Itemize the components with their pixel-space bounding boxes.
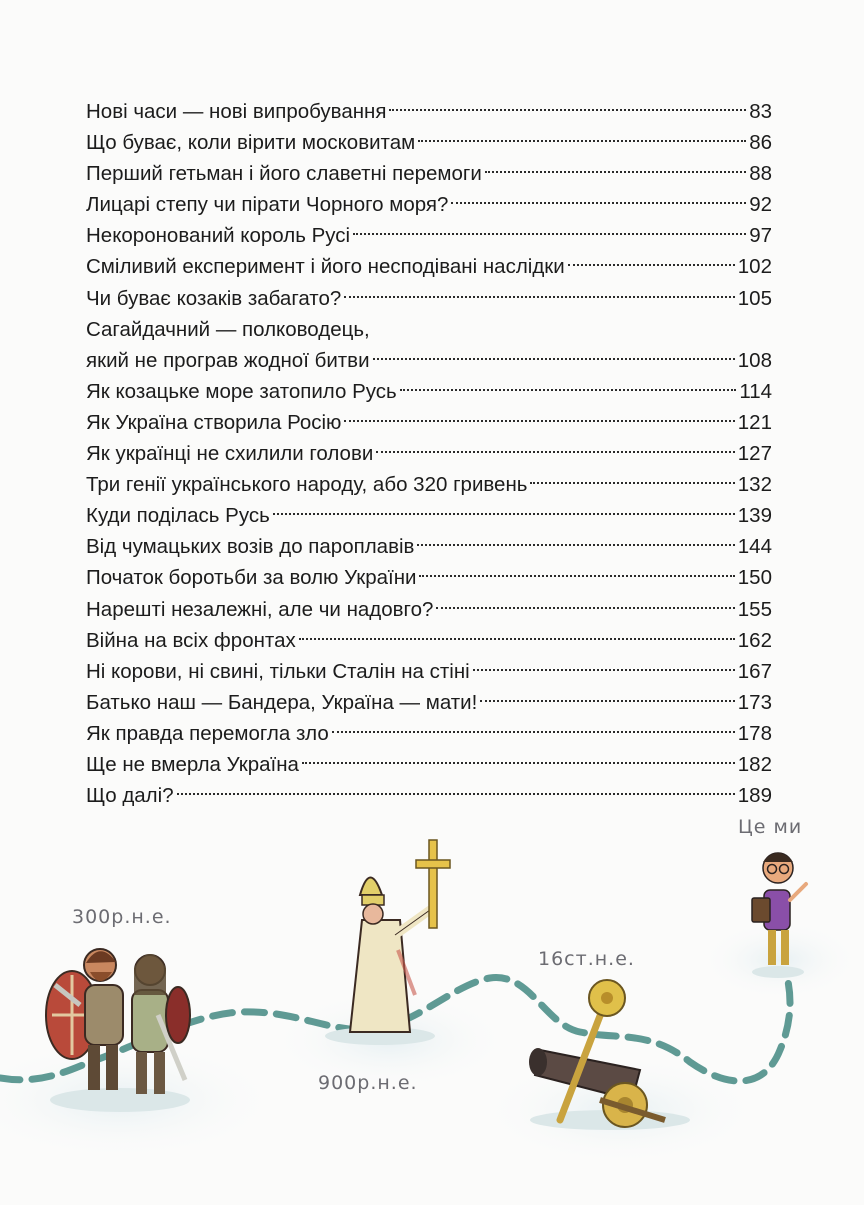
toc-entry[interactable] — [86, 469, 772, 500]
leader-dots — [400, 389, 737, 391]
toc-title: Від чумацьких возів до пароплавів — [86, 535, 415, 559]
toc-title: Сміливий експеримент і його несподівані наслідки — [86, 255, 565, 279]
toc-page: 144 — [737, 535, 772, 559]
toc-page: 97 — [749, 224, 772, 248]
label-16c: 16ст.н.е. — [538, 948, 635, 970]
toc-title: Некоронований король Русі — [86, 224, 351, 248]
toc-title: Батько наш — Бандера, Україна — мати! — [86, 690, 478, 714]
toc-title: Початок боротьби за волю України — [86, 566, 417, 590]
toc-title: Як правда перемогла зло — [86, 721, 329, 745]
toc-entry[interactable] — [86, 407, 772, 438]
toc-entry[interactable] — [86, 376, 772, 407]
label-300bc: 300р.н.е. — [72, 906, 172, 928]
toc-title: Перший гетьман і його славетні перемоги — [86, 162, 482, 186]
toc-entry[interactable] — [86, 656, 772, 687]
toc-page: 121 — [737, 410, 772, 434]
toc-title: Війна на всіх фронтах — [86, 628, 296, 652]
toc-title: Три генії українського народу, або 320 гривень — [86, 473, 528, 497]
toc-page: 155 — [737, 597, 772, 621]
leader-dots — [177, 793, 735, 795]
toc-page: 167 — [737, 659, 772, 683]
toc-page: 105 — [737, 286, 772, 310]
leader-dots — [302, 762, 735, 764]
toc-page: 108 — [737, 348, 772, 372]
toc-entry[interactable] — [86, 749, 772, 780]
leader-dots — [480, 700, 734, 702]
toc-entry[interactable] — [86, 625, 772, 656]
leader-dots — [419, 575, 734, 577]
toc-page: 92 — [749, 193, 772, 217]
leader-dots — [418, 140, 746, 142]
toc-page: 173 — [737, 690, 772, 714]
leader-dots — [332, 731, 735, 733]
toc-entry[interactable] — [86, 687, 772, 718]
leader-dots — [376, 451, 734, 453]
toc-page: 132 — [737, 473, 772, 497]
toc-title: Лицарі степу чи пірати Чорного моря? — [86, 193, 449, 217]
toc-page: 127 — [737, 442, 772, 466]
toc-page: 182 — [737, 752, 772, 776]
toc-page: 189 — [737, 784, 772, 808]
toc-page: 102 — [737, 255, 772, 279]
label-900ad: 900р.н.е. — [318, 1072, 418, 1094]
toc-title: Як козацьке море затопило Русь — [86, 379, 397, 403]
toc-page: 114 — [739, 379, 772, 403]
toc-title: Куди поділась Русь — [86, 504, 270, 528]
toc-entry[interactable] — [86, 127, 772, 158]
timeline-drawing — [0, 800, 864, 1200]
toc-entry[interactable] — [86, 500, 772, 531]
toc-title: Сагайдачний — полководець, — [86, 317, 370, 341]
leader-dots — [353, 233, 746, 235]
leader-dots — [485, 171, 746, 173]
toc-entry[interactable] — [86, 718, 772, 749]
leader-dots — [568, 264, 735, 266]
toc-title: Чи буває козаків забагато? — [86, 286, 342, 310]
toc-entry[interactable] — [86, 158, 772, 189]
toc-entry[interactable] — [86, 283, 772, 314]
leader-dots — [273, 513, 735, 515]
toc-title: який не програв жодної битви — [86, 348, 370, 372]
toc-entry[interactable] — [86, 220, 772, 251]
leader-dots — [344, 420, 734, 422]
toc-title: Що далі? — [86, 784, 174, 808]
toc-page: 88 — [749, 162, 772, 186]
leader-dots — [451, 202, 746, 204]
toc-entry[interactable] — [86, 594, 772, 625]
toc-title: Ні корови, ні свині, тільки Сталін на стіні — [86, 659, 470, 683]
toc-page: 162 — [737, 628, 772, 652]
leader-dots — [389, 109, 746, 111]
leader-dots — [436, 607, 734, 609]
toc-page: 178 — [737, 721, 772, 745]
table-of-contents — [86, 96, 772, 811]
toc-entry[interactable] — [86, 345, 772, 376]
toc-title: Як українці не схилили голови — [86, 442, 374, 466]
toc-title: Як Україна створила Росію — [86, 410, 342, 434]
leader-dots — [473, 669, 735, 671]
toc-entry-first-line[interactable] — [86, 314, 772, 345]
toc-entry[interactable] — [86, 189, 772, 220]
toc-entry[interactable] — [86, 438, 772, 469]
toc-title: Нові часи — нові випробування — [86, 100, 387, 123]
leader-dots — [373, 358, 735, 360]
toc-page: 150 — [737, 566, 772, 590]
toc-entry[interactable] — [86, 562, 772, 593]
label-us: Це ми — [738, 816, 803, 838]
toc-title: Нарешті незалежні, але чи надовго? — [86, 597, 434, 621]
toc-title: Що буває, коли вірити московитам — [86, 131, 416, 155]
timeline-illustration — [0, 800, 864, 1200]
leader-dots — [299, 638, 735, 640]
toc-entry[interactable] — [86, 96, 772, 127]
toc-page: 86 — [749, 131, 772, 155]
toc-title: Ще не вмерла Україна — [86, 752, 299, 776]
toc-entry[interactable] — [86, 251, 772, 282]
leader-dots — [530, 482, 734, 484]
toc-entry[interactable] — [86, 531, 772, 562]
leader-dots — [417, 544, 734, 546]
leader-dots — [344, 296, 735, 298]
toc-page: 139 — [737, 504, 772, 528]
toc-page: 83 — [749, 100, 772, 123]
ground-shadow — [700, 920, 860, 1000]
